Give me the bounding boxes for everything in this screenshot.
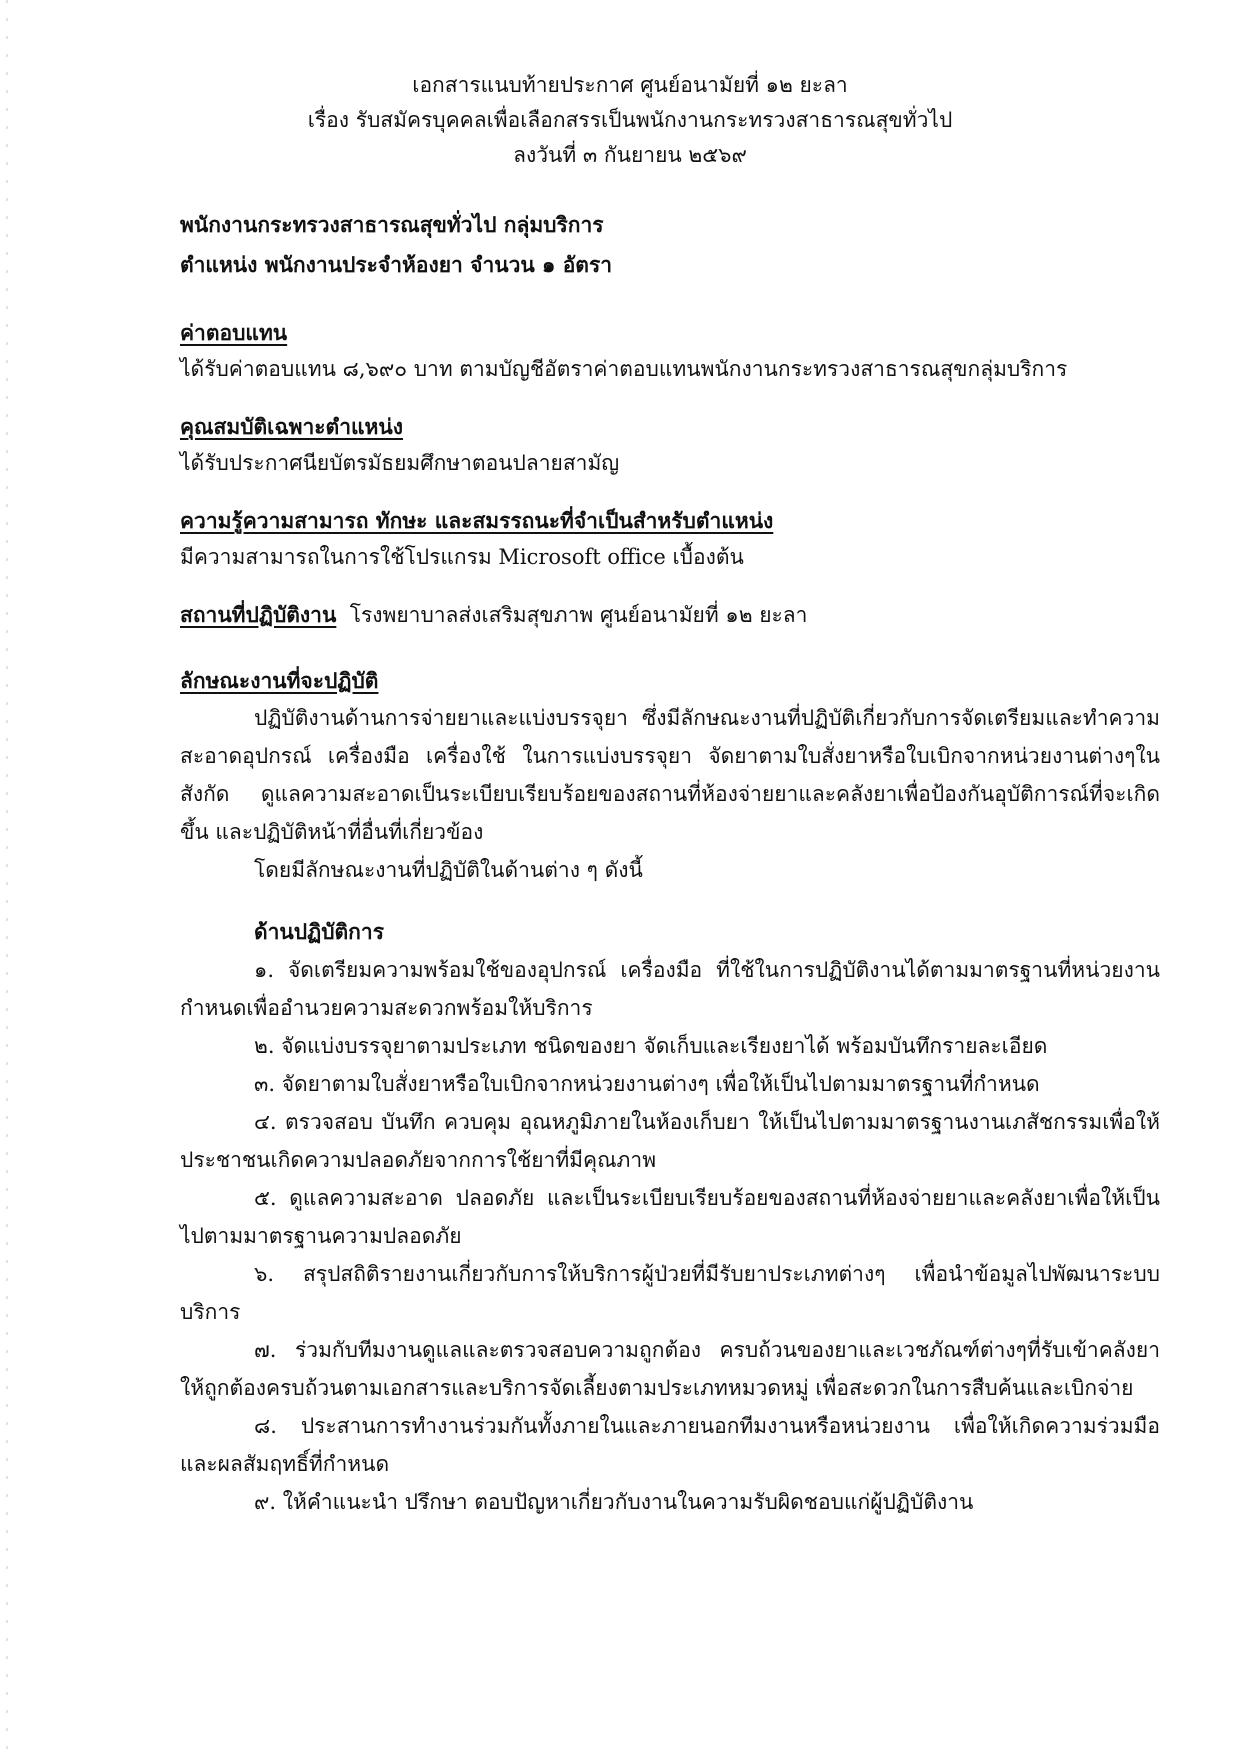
header-line-3: ลงวันที่ ๓ กันยายน ๒๕๖๙ (513, 143, 747, 167)
list-item: ๔. ตรวจสอบ บันทึก ควบคุม อุณหภูมิภายในห้องเก็บยา ให้เป็นไปตามมาตรฐานงานเภสัชกรรมเพื่อให้ประชาชนเกิดความปลอดภัยจากการใช้ยาที่มีคุณภาพ (180, 1110, 1160, 1172)
list-item: ๓. จัดยาตามใบสั่งยาหรือใบเบิกจากหน่วยงานต่างๆ เพื่อให้เป็นไปตามมาตรฐานที่กำหนด (254, 1072, 1040, 1096)
position-group: พนักงานกระทรวงสาธารณสุขทั่วไป กลุ่มบริการ (180, 212, 604, 237)
skills-text: มีความสามารถในการใช้โปรแกรม Microsoft office เบื้องต้น (180, 545, 744, 569)
compensation-text: ได้รับค่าตอบแทน ๘,๖๙๐ บาท ตามบัญชีอัตราค่าตอบแทนพนักงานกระทรวงสาธารณสุขกลุ่มบริการ (180, 357, 1068, 381)
qualification-text: ได้รับประกาศนียบัตรมัธยมศึกษาตอนปลายสามัญ (180, 451, 620, 475)
list-item: ๙. ให้คำแนะนำ ปรึกษา ตอบปัญหาเกี่ยวกับงานในความรับผิดชอบแก่ผู้ปฏิบัติงาน (254, 1490, 974, 1514)
scan-edge-marks (6, 0, 8, 1753)
position-title: ตำแหน่ง พนักงานประจำห้องยา จำนวน ๑ อัตรา (180, 252, 613, 277)
job-description-heading: ลักษณะงานที่จะปฏิบัติ (180, 668, 379, 693)
workplace-text: โรงพยาบาลส่งเสริมสุขภาพ ศูนย์อนามัยที่ ๑๒ ยะลา (349, 603, 808, 627)
workplace-line (180, 597, 1160, 633)
qualification-heading: คุณสมบัติเฉพาะตำแหน่ง (180, 414, 403, 439)
qualification-section (180, 409, 1160, 481)
header-line-1: เอกสารแนบท้ายประกาศ ศูนย์อนามัยที่ ๑๒ ยะลา (412, 73, 848, 97)
job-description-intro: โดยมีลักษณะงานที่ปฏิบัติในด้านต่าง ๆ ดังนี้ (254, 858, 643, 882)
list-item: ๑. จัดเตรียมความพร้อมใช้ของอุปกรณ์ เครื่องมือ ที่ใช้ในการปฏิบัติงานได้ตามมาตรฐานที่หน่วยงานกำหนดเพื่ออำนวยความสะดวกพร้อมให้บริการ (180, 958, 1160, 1020)
list-item: ๖. สรุปสถิติรายงานเกี่ยวกับการให้บริการผู้ป่วยที่มีรับยาประเภทต่างๆ เพื่อนำข้อมูลไปพัฒนาระบบบริการ (180, 1262, 1160, 1324)
list-item: ๗. ร่วมกับทีมงานดูแลและตรวจสอบความถูกต้อง ครบถ้วนของยาและเวชภัณฑ์ต่างๆที่รับเข้าคลังยาให้ถูกต้องครบถ้วนตามเอกสารและบริการจัดเลี้ยงตามประเภทหมวดหมู่ เพื่อสะดวกในการสืบค้นและเบิกจ่าย (180, 1338, 1160, 1400)
workplace-section (180, 597, 1160, 633)
document-body (180, 205, 1160, 1521)
skills-section (180, 503, 1160, 575)
job-description-section (180, 663, 1160, 1521)
list-item: ๘. ประสานการทำงานร่วมกันทั้งภายในและภายนอกทีมงานหรือหน่วยงาน เพื่อให้เกิดความร่วมมือและผลสัมฤทธิ์ที่กำหนด (180, 1414, 1160, 1476)
compensation-section (180, 315, 1160, 387)
list-item: ๒. จัดแบ่งบรรจุยาตามประเภท ชนิดของยา จัดเก็บและเรียงยาได้ พร้อมบันทึกรายละเอียด (254, 1034, 1048, 1058)
list-item: ๕. ดูแลความสะอาด ปลอดภัย และเป็นระเบียบเรียบร้อยของสถานที่ห้องจ่ายยาและคลังยาเพื่อให้เป็นไปตามมาตรฐานความปลอดภัย (180, 1186, 1160, 1248)
skills-heading: ความรู้ความสามารถ ทักษะ และสมรรถนะที่จำเป็นสำหรับตำแหน่ง (180, 508, 774, 533)
header-line-2: เรื่อง รับสมัครบุคคลเพื่อเลือกสรรเป็นพนักงานกระทรวงสาธารณสุขทั่วไป (307, 108, 953, 132)
compensation-heading: ค่าตอบแทน (180, 320, 288, 345)
job-description-paragraph: ปฏิบัติงานด้านการจ่ายยาและแบ่งบรรจุยา ซึ่งมีลักษณะงานที่ปฏิบัติเกี่ยวกับการจัดเตรียมและทำความสะอาดอุปกรณ์ เครื่องมือ เครื่องใช้ ในการแบ่งบรรจุยา จัดยาตามใบสั่งยาหรือใบเบิกจากหน่วยงานต่างๆในสังกัด ดูแลความสะอาดเป็นระเบียบเรียบร้อยของสถานที่ห้องจ่ายยาและคลังยาเพื่อป้องกันอุบัติการณ์ที่จะเกิดขึ้น และปฏิบัติหน้าที่อื่นที่เกี่ยวข้อง (180, 706, 1160, 844)
document-header (250, 68, 1010, 173)
workplace-heading: สถานที่ปฏิบัติงาน (180, 602, 337, 627)
operations-heading: ด้านปฏิบัติการ (254, 919, 384, 944)
